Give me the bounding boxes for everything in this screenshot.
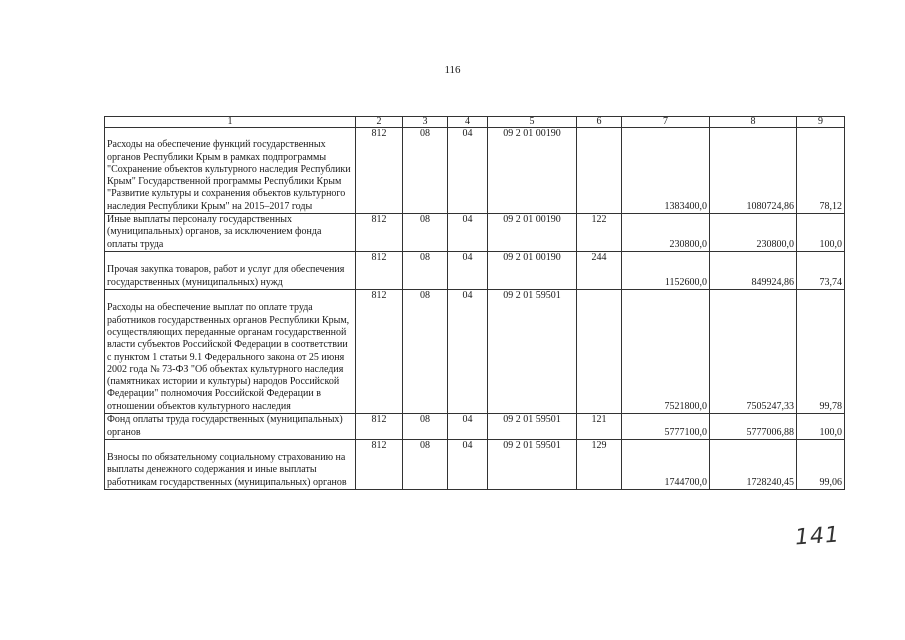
section-code: 08 <box>403 252 448 290</box>
subsection-code: 04 <box>448 440 488 490</box>
page-number: 116 <box>444 64 461 76</box>
table-row <box>105 128 845 214</box>
column-header: 6 <box>577 117 622 128</box>
column-header: 8 <box>710 117 797 128</box>
section-code: 08 <box>403 414 448 440</box>
column-header: 4 <box>448 117 488 128</box>
target-article-code: 09 2 01 59501 <box>488 414 577 440</box>
ministry-code: 812 <box>356 440 403 490</box>
ministry-code: 812 <box>356 414 403 440</box>
expense-type-code <box>577 290 622 414</box>
execution-percent: 99,06 <box>797 440 845 490</box>
column-header: 2 <box>356 117 403 128</box>
row-description: Взносы по обязательному социальному страхованию на выплаты денежного содержания и иные выплаты работникам государственных (муниципальных) органов <box>105 440 356 490</box>
row-description: Фонд оплаты труда государственных (муниципальных) органов <box>105 414 356 440</box>
column-header: 3 <box>403 117 448 128</box>
ministry-code: 812 <box>356 128 403 214</box>
execution-percent: 73,74 <box>797 252 845 290</box>
planned-amount: 5777100,0 <box>622 414 710 440</box>
table-row <box>105 290 845 414</box>
row-description: Расходы на обеспечение выплат по оплате труда работников государственных органов Республики Крым, осуществляющих переданные органам государственной власти субъектов Российской Федерации в соответствии с пунктом 1 статьи 9.1 Федерального закона от 25 июня 2002 года № 73-ФЗ "Об объектах культурного наследия (памятниках истории и культуры) народов Российской Федерации" полномочия Российской Федерации в отношении объектов культурного наследия <box>105 290 356 414</box>
table-row <box>105 440 845 490</box>
section-code: 08 <box>403 290 448 414</box>
execution-percent: 100,0 <box>797 414 845 440</box>
target-article-code: 09 2 01 59501 <box>488 440 577 490</box>
column-header: 9 <box>797 117 845 128</box>
expense-type-code: 244 <box>577 252 622 290</box>
execution-percent: 100,0 <box>797 214 845 252</box>
section-code: 08 <box>403 214 448 252</box>
column-header: 1 <box>105 117 356 128</box>
actual-amount: 1728240,45 <box>710 440 797 490</box>
row-description: Иные выплаты персоналу государственных (муниципальных) органов, за исключением фонда оплаты труда <box>105 214 356 252</box>
subsection-code: 04 <box>448 414 488 440</box>
actual-amount: 230800,0 <box>710 214 797 252</box>
subsection-code: 04 <box>448 290 488 414</box>
budget-table <box>104 116 845 490</box>
column-header: 5 <box>488 117 577 128</box>
execution-percent: 78,12 <box>797 128 845 214</box>
section-code: 08 <box>403 128 448 214</box>
planned-amount: 1383400,0 <box>622 128 710 214</box>
handwritten-page-number: 141 <box>794 522 841 551</box>
ministry-code: 812 <box>356 214 403 252</box>
subsection-code: 04 <box>448 128 488 214</box>
ministry-code: 812 <box>356 252 403 290</box>
actual-amount: 7505247,33 <box>710 290 797 414</box>
column-header: 7 <box>622 117 710 128</box>
expense-type-code: 121 <box>577 414 622 440</box>
planned-amount: 7521800,0 <box>622 290 710 414</box>
row-description: Прочая закупка товаров, работ и услуг для обеспечения государственных (муниципальных) нужд <box>105 252 356 290</box>
expense-type-code: 122 <box>577 214 622 252</box>
table-row <box>105 414 845 440</box>
target-article-code: 09 2 01 00190 <box>488 214 577 252</box>
planned-amount: 1152600,0 <box>622 252 710 290</box>
section-code: 08 <box>403 440 448 490</box>
target-article-code: 09 2 01 00190 <box>488 128 577 214</box>
expense-type-code <box>577 128 622 214</box>
row-description: Расходы на обеспечение функций государственных органов Республики Крым в рамках подпрограммы "Сохранение объектов культурного наследия Республики Крым" Государственной программы Республики Крым "Развитие культуры и сохранения объектов культурного наследия Республики Крым" на 2015–2017 годы <box>105 128 356 214</box>
subsection-code: 04 <box>448 214 488 252</box>
table-row <box>105 252 845 290</box>
subsection-code: 04 <box>448 252 488 290</box>
actual-amount: 5777006,88 <box>710 414 797 440</box>
table-row <box>105 214 845 252</box>
ministry-code: 812 <box>356 290 403 414</box>
expense-type-code: 129 <box>577 440 622 490</box>
table-header-row <box>105 117 845 128</box>
actual-amount: 849924,86 <box>710 252 797 290</box>
target-article-code: 09 2 01 59501 <box>488 290 577 414</box>
planned-amount: 1744700,0 <box>622 440 710 490</box>
planned-amount: 230800,0 <box>622 214 710 252</box>
target-article-code: 09 2 01 00190 <box>488 252 577 290</box>
execution-percent: 99,78 <box>797 290 845 414</box>
actual-amount: 1080724,86 <box>710 128 797 214</box>
